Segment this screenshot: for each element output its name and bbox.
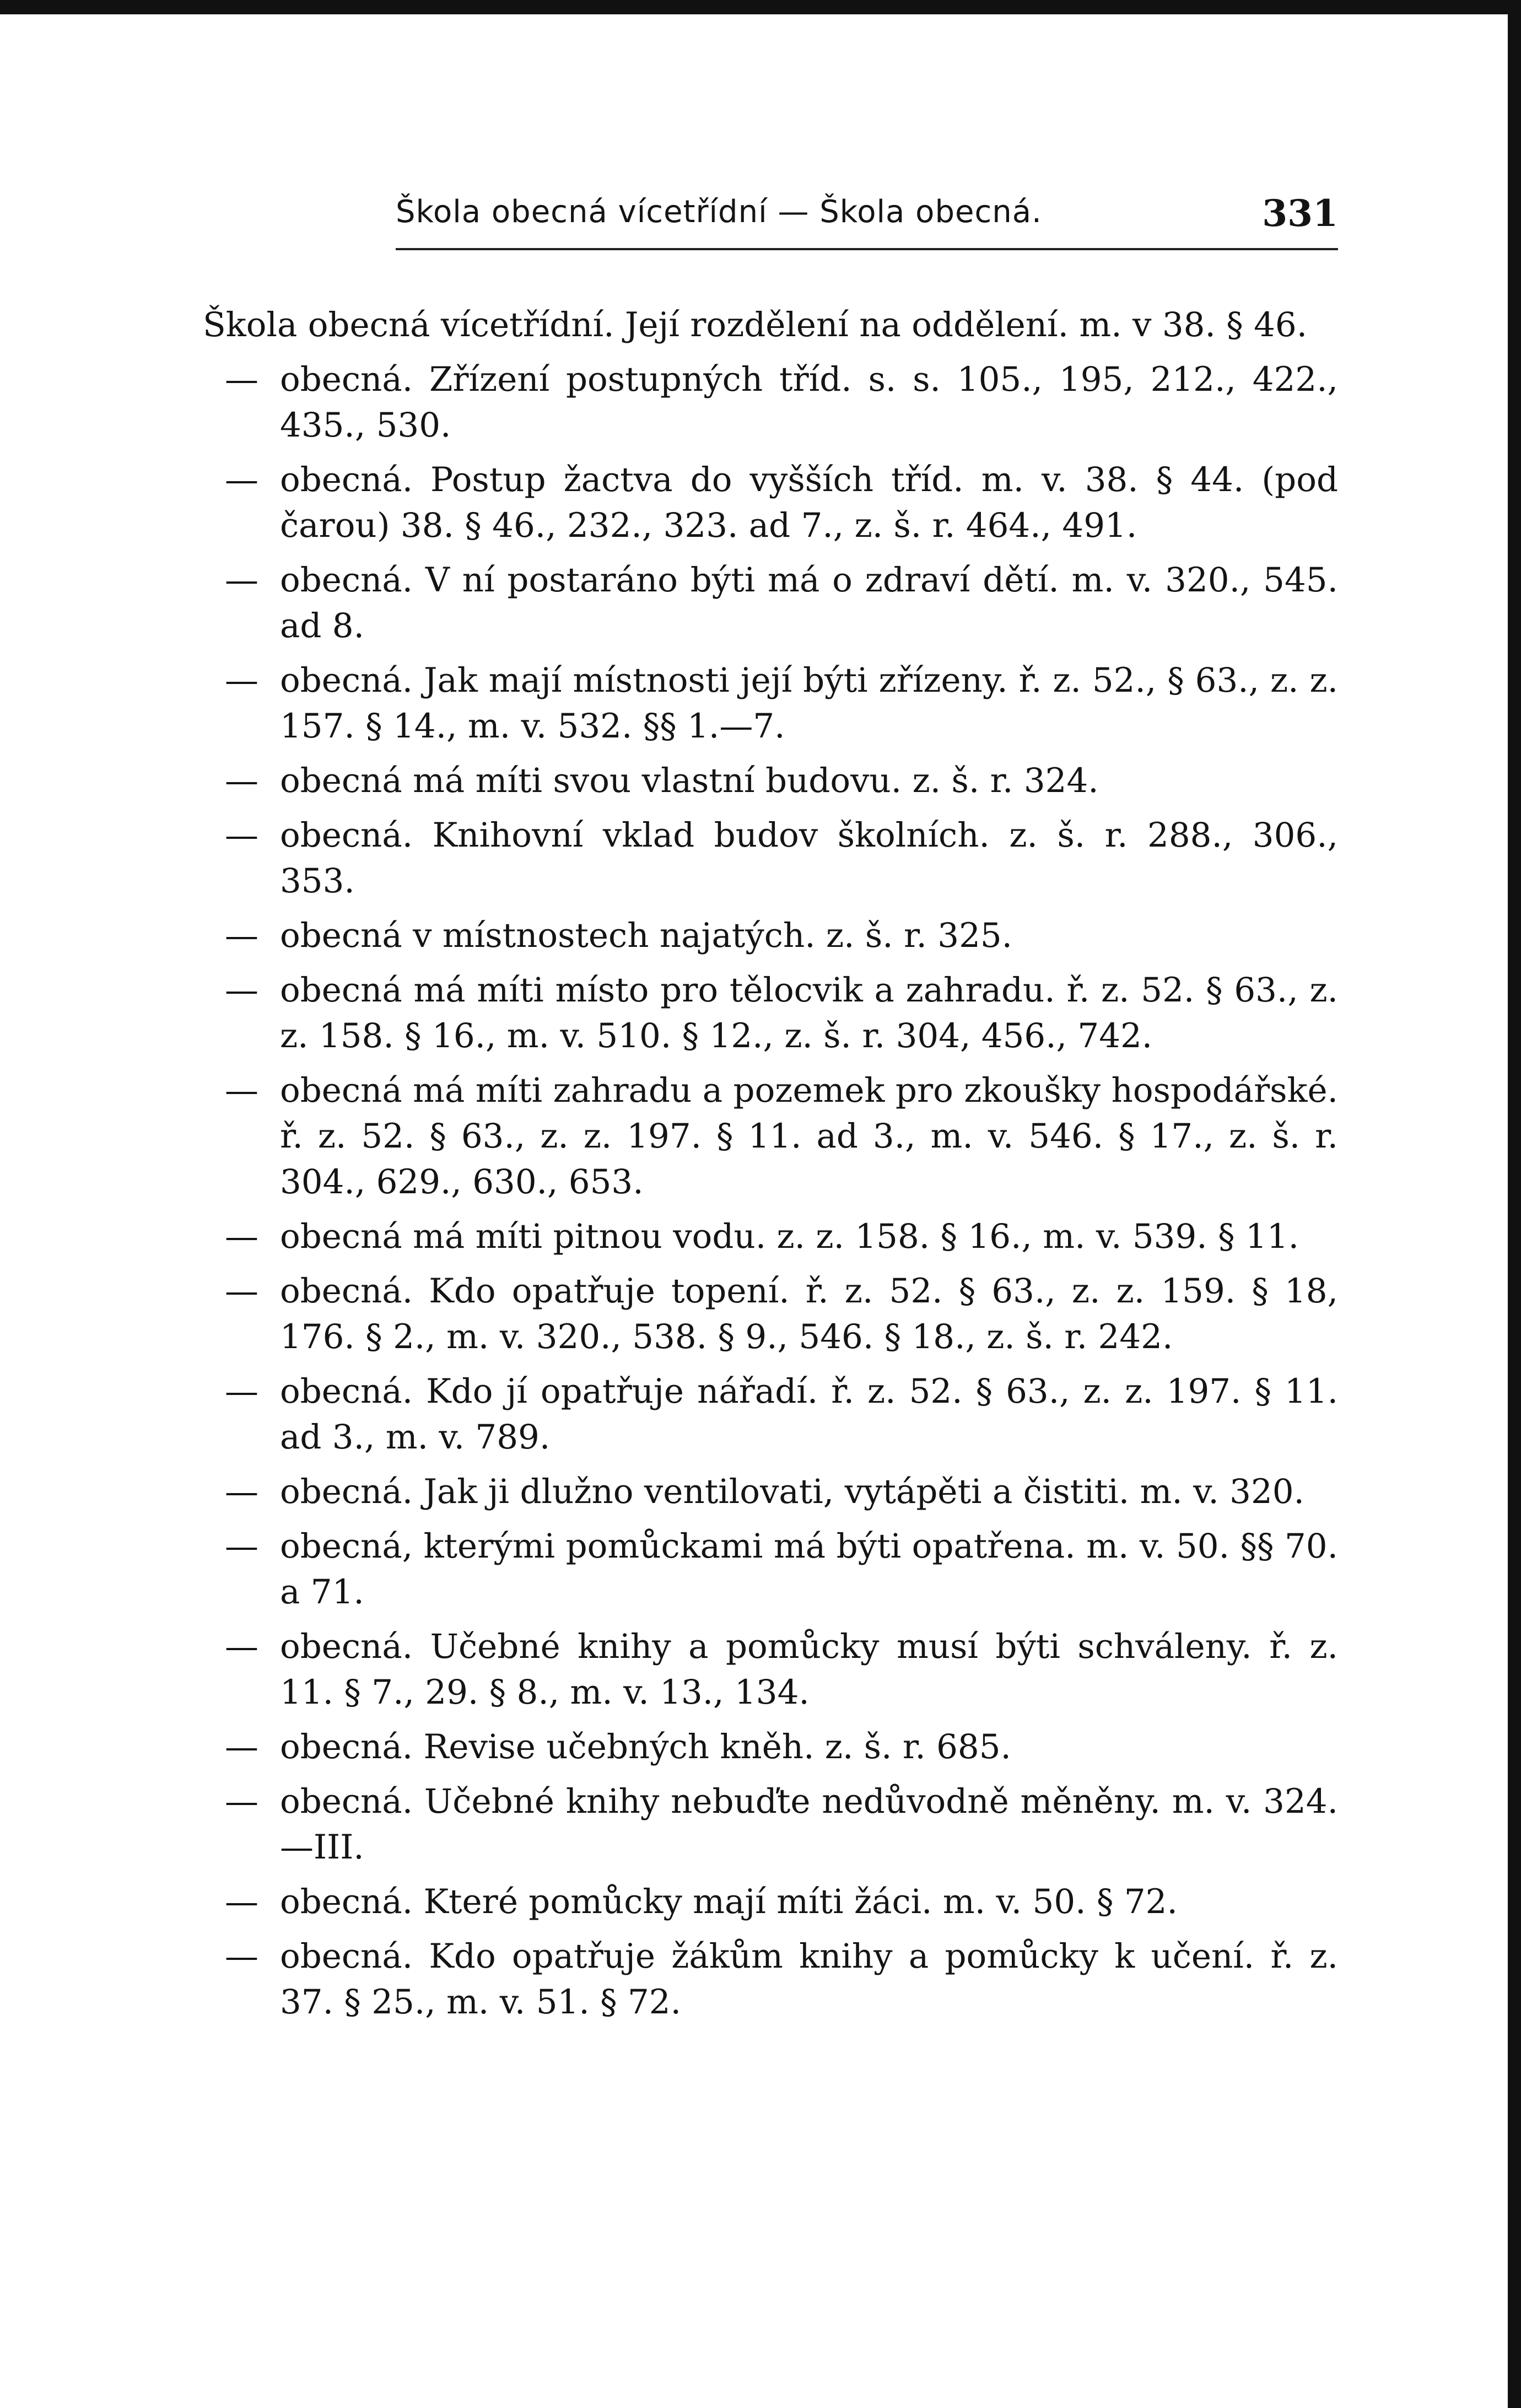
- entry-text: obecná má míti svou vlastní budovu. z. š. r. 324.: [280, 761, 1099, 800]
- entry-text: obecná má míti místo pro tělocvik a zahradu. ř. z. 52. § 63., z. z. 158. § 16., m. v. 510. § 12., z. š. r. 304, 456., 742.: [280, 971, 1338, 1055]
- entry-dash: —: [225, 1782, 258, 1821]
- entry-text: obecná. Jak mají místnosti její býti zřízeny. ř. z. 52., § 63., z. z. 157. § 14., m. v. 532. §§ 1.—7.: [280, 661, 1338, 746]
- entry-text: obecná má míti pitnou vodu. z. z. 158. § 16., m. v. 539. § 11.: [280, 1217, 1299, 1256]
- entry-text: obecná. Zřízení postupných tříd. s. s. 105., 195, 212., 422., 435., 530.: [280, 360, 1338, 445]
- index-entry: [203, 1469, 1338, 1515]
- entry-text: obecná. Kdo opatřuje topení. ř. z. 52. § 63., z. z. 159. § 18, 176. § 2., m. v. 320., 538. § 9., 546. § 18., z. š. r. 242.: [280, 1272, 1338, 1356]
- entry-dash: —: [225, 661, 258, 700]
- entry-text: obecná má míti zahradu a pozemek pro zkoušky hospodářské. ř. z. 52. § 63., z. z. 197. § 11. ad 3., m. v. 546. § 17., z. š. r. 304., 629., 630., 653.: [280, 1071, 1338, 1202]
- entry-dash: —: [225, 1727, 258, 1766]
- entry-dash: —: [225, 1472, 258, 1511]
- index-entry: [203, 967, 1338, 1059]
- entry-text: obecná. Učebné knihy a pomůcky musí býti schváleny. ř. z. 11. § 7., 29. § 8., m. v. 13., 134.: [280, 1627, 1338, 1712]
- entry-dash: —: [225, 971, 258, 1010]
- entry-text: obecná. Kdo jí opatřuje nářadí. ř. z. 52. § 63., z. z. 197. § 11. ad 3., m. v. 789.: [280, 1372, 1338, 1457]
- entry-text: Škola obecná vícetřídní. Její rozdělení na oddělení. m. v 38. § 46.: [203, 305, 1308, 344]
- entry-text: obecná, kterými pomůckami má býti opatřena. m. v. 50. §§ 70. a 71.: [280, 1527, 1338, 1612]
- entry-dash: —: [225, 1071, 258, 1110]
- entry-dash: —: [225, 1372, 258, 1411]
- entry-text: obecná. Kdo opatřuje žákům knihy a pomůcky k učení. ř. z. 37. § 25., m. v. 51. § 72.: [280, 1937, 1338, 2022]
- entry-text: obecná. Učebné knihy nebuďte nedůvodně měněny. m. v. 324.—III.: [280, 1782, 1338, 1867]
- index-entry: [203, 1523, 1338, 1615]
- scan-edge-right: [1508, 0, 1521, 2408]
- entry-text: obecná. Které pomůcky mají míti žáci. m. v. 50. § 72.: [280, 1882, 1178, 1921]
- index-entry: [203, 557, 1338, 649]
- page-number: 331: [1262, 192, 1338, 235]
- running-head: [396, 187, 1338, 237]
- index-entry: [203, 1624, 1338, 1715]
- entry-dash: —: [225, 460, 258, 499]
- index-entry: [203, 812, 1338, 904]
- entry-text: obecná. Knihovní vklad budov školních. z. š. r. 288., 306., 353.: [280, 816, 1338, 901]
- index-entry: [203, 1369, 1338, 1460]
- index-entry: [203, 1068, 1338, 1205]
- entry-text: obecná. Revise učebných kněh. z. š. r. 685.: [280, 1727, 1011, 1766]
- entry-dash: —: [225, 761, 258, 800]
- entry-text: obecná. Jak ji dlužno ventilovati, vytápěti a čistiti. m. v. 320.: [280, 1472, 1304, 1511]
- entry-dash: —: [225, 1217, 258, 1256]
- index-entry: [203, 1268, 1338, 1360]
- index-entry: [203, 357, 1338, 448]
- index-entries: [203, 302, 1338, 2034]
- index-entry: [203, 302, 1338, 348]
- entry-dash: —: [225, 816, 258, 855]
- entry-text: obecná. V ní postaráno býti má o zdraví dětí. m. v. 320., 545. ad 8.: [280, 561, 1338, 645]
- index-entry: [203, 1724, 1338, 1770]
- header-rule: [396, 248, 1338, 250]
- entry-dash: —: [225, 1527, 258, 1566]
- index-entry: [203, 457, 1338, 548]
- entry-text: obecná. Postup žactva do vyšších tříd. m. v. 38. § 44. (pod čarou) 38. § 46., 232., 323. ad 7., z. š. r. 464., 491.: [280, 460, 1338, 545]
- index-entry: [203, 913, 1338, 958]
- index-entry: [203, 1879, 1338, 1925]
- index-entry: [203, 1214, 1338, 1259]
- entry-dash: —: [225, 1937, 258, 1976]
- entry-dash: —: [225, 916, 258, 955]
- entry-dash: —: [225, 561, 258, 600]
- index-entry: [203, 758, 1338, 804]
- entry-dash: —: [225, 1627, 258, 1666]
- entry-dash: —: [225, 360, 258, 399]
- index-entry: [203, 1933, 1338, 2025]
- index-entry: [203, 1779, 1338, 1870]
- running-head-title: Škola obecná vícetřídní — Škola obecná.: [396, 194, 1042, 230]
- index-entry: [203, 658, 1338, 749]
- entry-text: obecná v místnostech najatých. z. š. r. 325.: [280, 916, 1013, 955]
- entry-dash: —: [225, 1272, 258, 1311]
- book-page: [203, 0, 1338, 2408]
- entry-dash: —: [225, 1882, 258, 1921]
